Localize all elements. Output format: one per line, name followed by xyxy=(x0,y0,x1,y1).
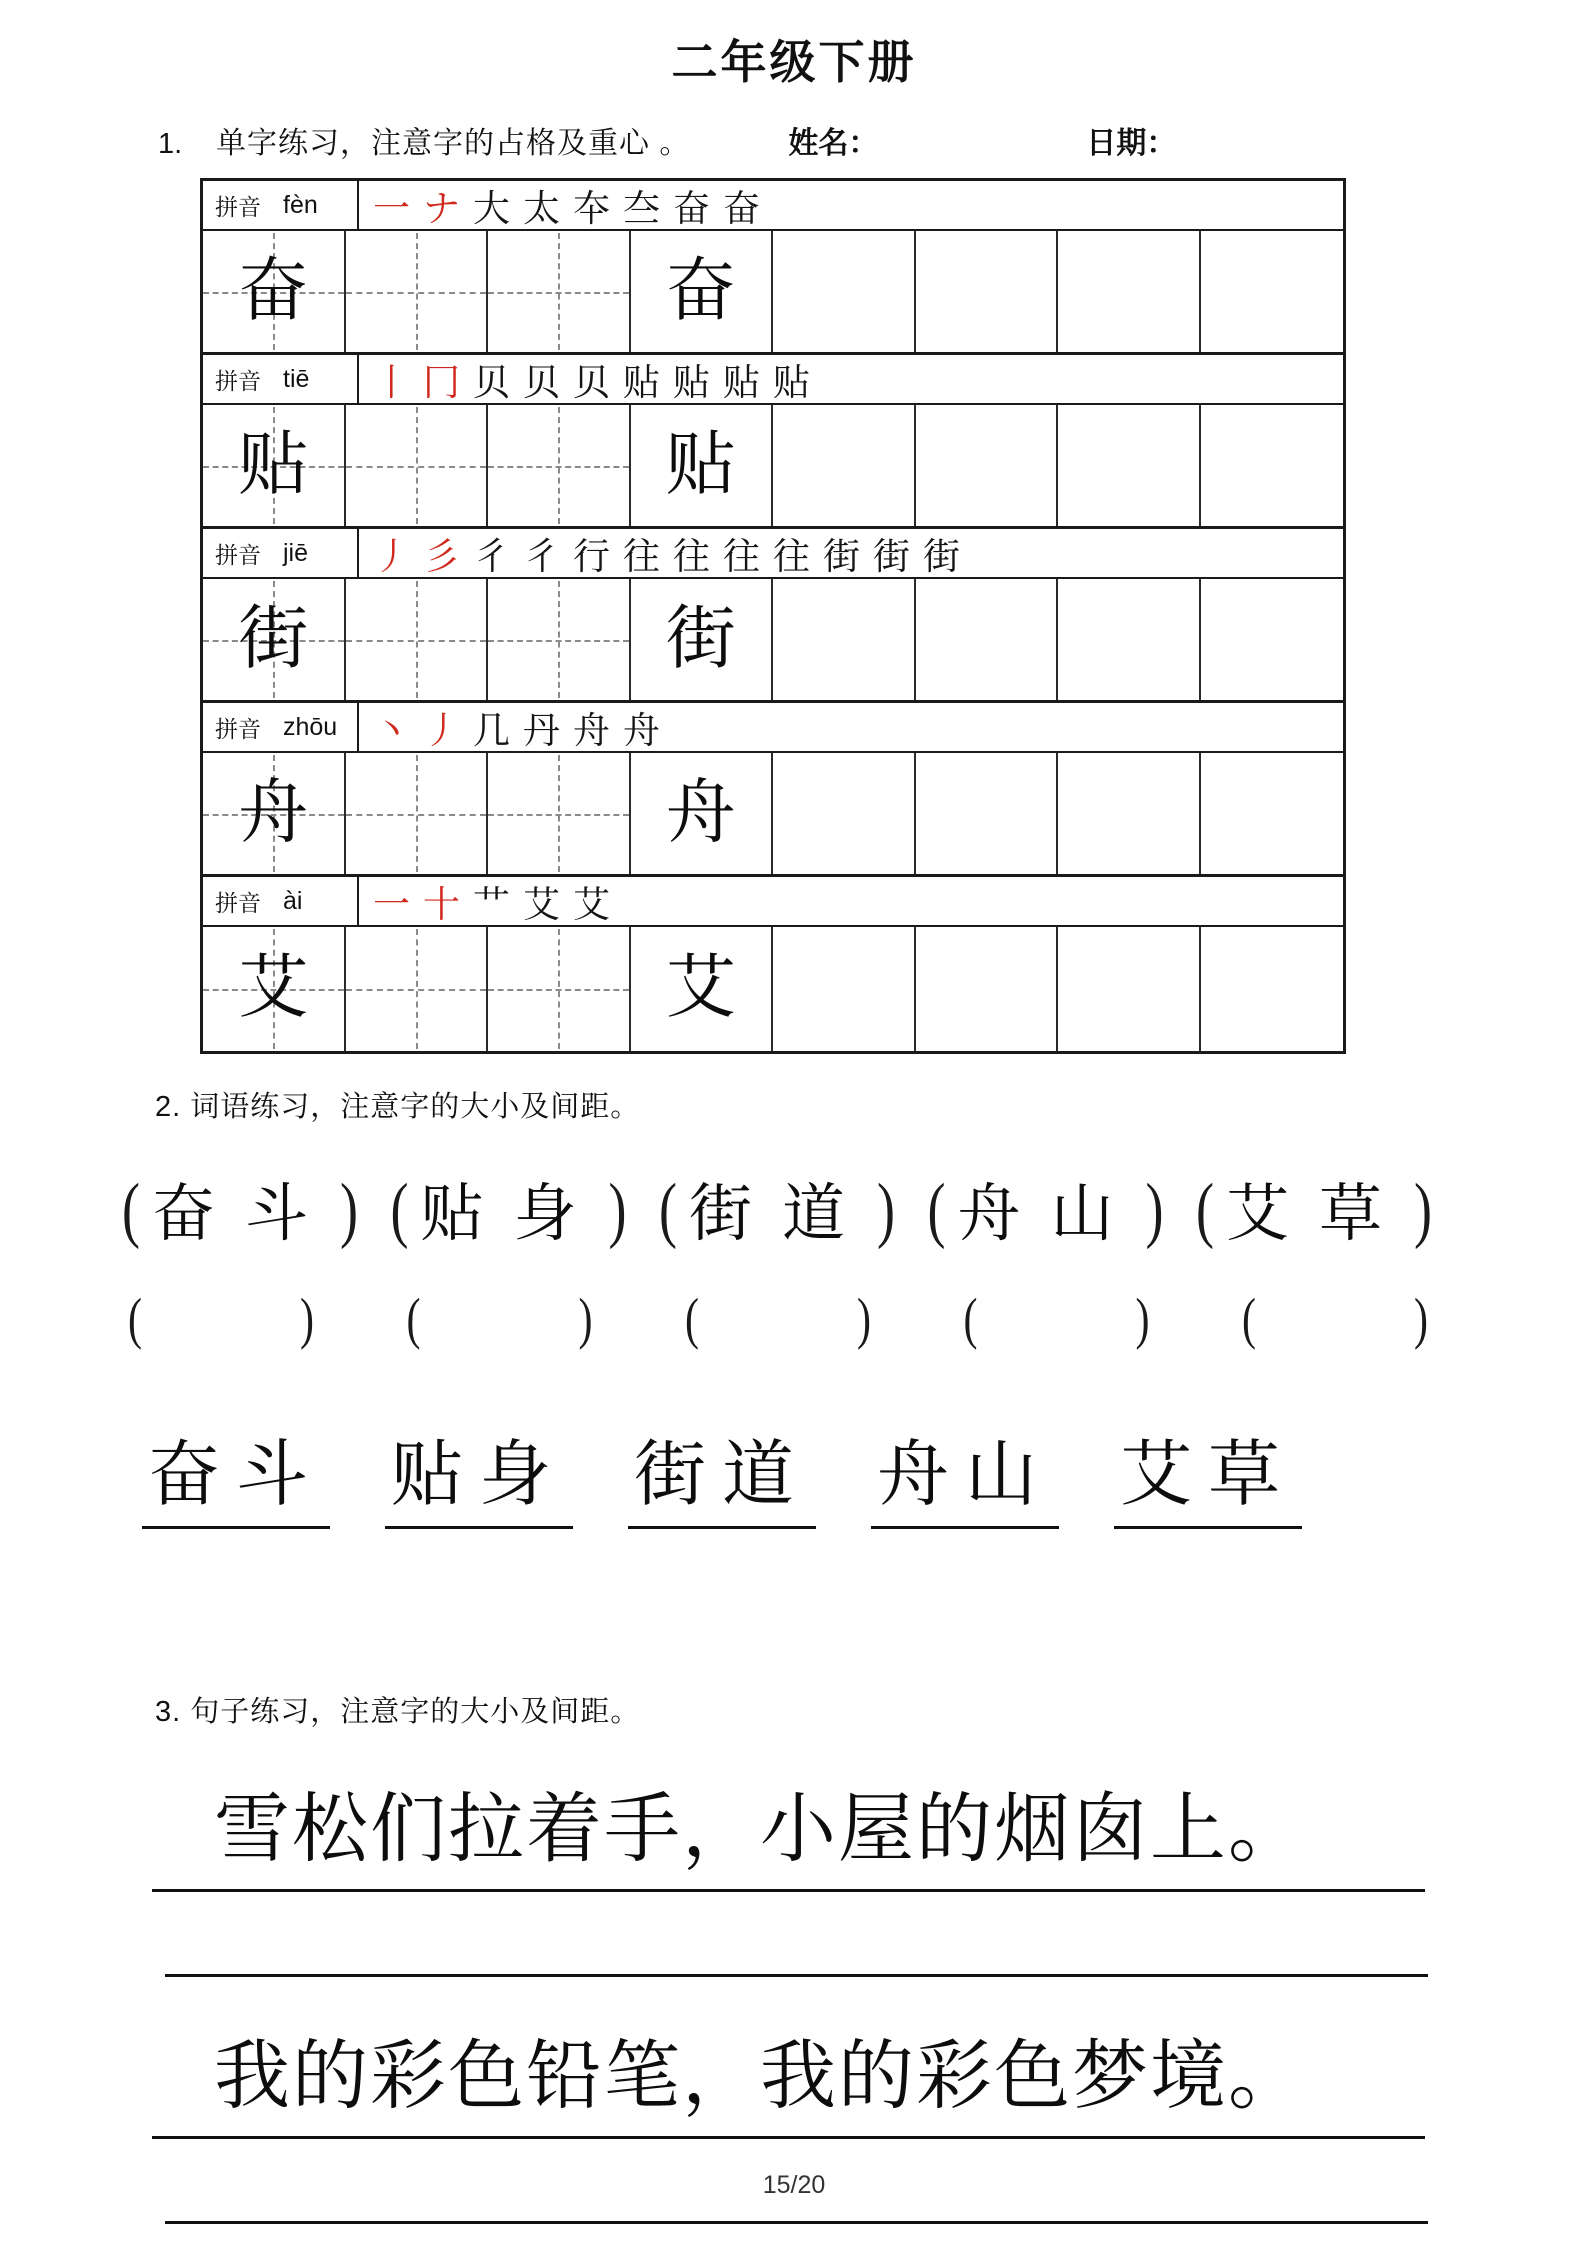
paren-open: ( xyxy=(1242,1288,1256,1352)
pinyin-value: fèn xyxy=(283,190,318,219)
practice-row xyxy=(203,927,1343,1051)
paren-close: ) xyxy=(857,1288,871,1352)
word-slot xyxy=(142,1416,385,1529)
pinyin-label: 拼音 xyxy=(215,715,261,742)
paren-close: ) xyxy=(608,1168,627,1249)
pinyin-cell xyxy=(203,355,359,403)
page-number: 15/20 xyxy=(762,2171,826,2199)
name-label: 姓名： xyxy=(788,127,879,160)
paren-open: ( xyxy=(927,1168,946,1249)
word-slot xyxy=(385,1416,628,1529)
paren-close: ) xyxy=(339,1168,358,1249)
pinyin-row xyxy=(203,877,1343,927)
practice-row xyxy=(203,753,1343,877)
practice-cell xyxy=(203,927,346,1051)
stroke-order-red: 丨冂 xyxy=(373,363,473,403)
stroke-order-sequence xyxy=(359,703,1343,751)
handwritten-word: 街道 xyxy=(628,1416,816,1529)
stroke-order-sequence xyxy=(359,181,1343,229)
practice-cell xyxy=(1201,753,1344,874)
model-character: 舟 xyxy=(238,774,309,852)
paren-close: ) xyxy=(1413,1168,1432,1249)
handwritten-word: 奋斗 xyxy=(142,1416,330,1529)
practice-cell xyxy=(203,405,346,526)
word-example: 贴身 xyxy=(420,1179,607,1249)
section1-header xyxy=(158,118,1588,162)
page-title: 二年级下册 xyxy=(671,36,917,88)
handwritten-word: 贴身 xyxy=(385,1416,573,1529)
paren-open: ( xyxy=(659,1168,677,1249)
stroke-order-black: 艹艾艾 xyxy=(473,885,623,925)
practice-row xyxy=(203,579,1343,703)
paren-open: ( xyxy=(685,1288,699,1352)
word-slot xyxy=(871,1416,1114,1529)
paren-close: ) xyxy=(1135,1288,1150,1352)
practice-cell xyxy=(346,405,489,526)
word-example: 街道 xyxy=(688,1179,875,1249)
stroke-order-black: 大太夲夳奋奋 xyxy=(473,189,773,229)
word-example: 舟山 xyxy=(957,1179,1144,1249)
paren-close: ) xyxy=(876,1168,895,1249)
section1-number: 1. xyxy=(158,128,183,160)
model-character: 街 xyxy=(238,600,309,678)
practice-cell xyxy=(1201,579,1344,700)
practice-cell xyxy=(346,753,489,874)
practice-cell xyxy=(631,405,774,526)
pinyin-label: 拼音 xyxy=(215,541,261,568)
stroke-order-red: 丿彡 xyxy=(373,537,473,577)
practice-cell xyxy=(1058,579,1201,700)
pinyin-row xyxy=(203,529,1343,579)
practice-cell xyxy=(1201,231,1344,352)
stroke-order-sequence xyxy=(359,877,1343,925)
section1-heading: 单字练习，注意字的占格及重心 。 xyxy=(216,127,691,160)
empty-paren-pair xyxy=(406,1288,593,1352)
practice-row xyxy=(203,405,1343,529)
word-examples-row xyxy=(122,1163,1432,1254)
pinyin-value: ài xyxy=(283,886,303,915)
stroke-order-red: 一十 xyxy=(373,885,473,925)
paren-open: ( xyxy=(390,1168,409,1249)
paren-close: ) xyxy=(578,1288,593,1352)
sentence-example: 我的彩色铅笔，我的彩色梦境。 xyxy=(152,2007,1425,2139)
practice-cell xyxy=(488,231,631,352)
empty-paren-pair xyxy=(128,1288,314,1352)
empty-paren-pair xyxy=(963,1288,1150,1352)
paren-open: ( xyxy=(128,1288,142,1352)
paren-close: ) xyxy=(300,1288,314,1352)
stroke-order-sequence xyxy=(359,529,1343,577)
practice-cell xyxy=(1058,231,1201,352)
practice-cell xyxy=(1058,405,1201,526)
practice-cell xyxy=(773,405,916,526)
practice-cell xyxy=(488,927,631,1051)
blank-sentence-line xyxy=(165,1974,1428,1977)
practice-cell xyxy=(346,579,489,700)
practice-cell xyxy=(631,927,774,1051)
word-group xyxy=(391,1163,627,1254)
word-group xyxy=(659,1163,895,1254)
paren-close: ) xyxy=(1414,1288,1428,1352)
model-character: 贴 xyxy=(665,426,736,504)
pinyin-label: 拼音 xyxy=(215,889,261,916)
practice-cell xyxy=(203,579,346,700)
handwritten-word: 舟山 xyxy=(871,1416,1059,1529)
practice-cell xyxy=(916,405,1059,526)
practice-row xyxy=(203,231,1343,355)
paren-open: ( xyxy=(406,1288,421,1352)
model-character: 奋 xyxy=(665,252,736,330)
paren-close: ) xyxy=(1145,1168,1164,1249)
practice-cell xyxy=(203,753,346,874)
stroke-order-black: 彳彳行往往往往街街街 xyxy=(473,537,973,577)
stroke-order-sequence xyxy=(359,355,1343,403)
practice-cell xyxy=(631,579,774,700)
practice-cell xyxy=(203,231,346,352)
stroke-order-red: 一ナ xyxy=(373,189,473,229)
empty-paren-pair xyxy=(685,1288,871,1352)
character-practice-table xyxy=(200,178,1346,1054)
sentence-example: 雪松们拉着手，小屋的烟囱上。 xyxy=(152,1760,1425,1892)
word-example: 艾草 xyxy=(1225,1179,1412,1249)
word-group xyxy=(1196,1163,1432,1254)
model-character: 街 xyxy=(665,600,736,678)
model-character: 贴 xyxy=(238,426,309,504)
model-character: 艾 xyxy=(238,950,309,1027)
paren-open: ( xyxy=(122,1168,140,1249)
practice-cell xyxy=(916,231,1059,352)
pinyin-row xyxy=(203,355,1343,405)
practice-cell xyxy=(773,579,916,700)
model-character: 奋 xyxy=(238,252,309,330)
word-slot xyxy=(628,1416,871,1529)
pinyin-cell xyxy=(203,877,359,925)
pinyin-value: tiē xyxy=(283,364,310,393)
word-group xyxy=(122,1163,358,1254)
practice-cell xyxy=(773,231,916,352)
paren-open: ( xyxy=(963,1288,978,1352)
practice-cell xyxy=(1201,927,1344,1051)
word-slot xyxy=(1114,1416,1357,1529)
word-example: 奋斗 xyxy=(151,1179,338,1249)
practice-cell xyxy=(631,231,774,352)
practice-cell xyxy=(346,231,489,352)
pinyin-cell xyxy=(203,529,359,577)
stroke-order-black: 贝贝贝贴贴贴贴 xyxy=(473,363,823,403)
practice-cell xyxy=(773,753,916,874)
model-character: 艾 xyxy=(665,950,736,1027)
blank-sentence-line xyxy=(165,2221,1428,2224)
stroke-order-black: 几丹舟舟 xyxy=(473,711,673,751)
pinyin-row xyxy=(203,703,1343,753)
paren-open: ( xyxy=(1196,1168,1214,1249)
pinyin-value: zhōu xyxy=(283,712,338,741)
practice-cell xyxy=(773,927,916,1051)
pinyin-label: 拼音 xyxy=(215,193,261,220)
practice-cell xyxy=(916,753,1059,874)
pinyin-cell xyxy=(203,703,359,751)
practice-cell xyxy=(1058,753,1201,874)
handwritten-word: 艾草 xyxy=(1114,1416,1302,1529)
empty-parens-row xyxy=(128,1288,1428,1352)
practice-cell xyxy=(488,405,631,526)
section2-heading: 2. 词语练习，注意字的大小及间距。 xyxy=(155,1091,641,1123)
pinyin-cell xyxy=(203,181,359,229)
pinyin-label: 拼音 xyxy=(215,367,261,394)
practice-cell xyxy=(916,927,1059,1051)
practice-cell xyxy=(346,927,489,1051)
pinyin-value: jiē xyxy=(283,538,309,567)
section3-heading: 3. 句子练习，注意字的大小及间距。 xyxy=(155,1696,641,1728)
practice-cell xyxy=(488,753,631,874)
word-group xyxy=(928,1163,1164,1254)
model-character: 舟 xyxy=(665,774,736,852)
practice-cell xyxy=(1201,405,1344,526)
stroke-order-red: 丶丿 xyxy=(373,711,473,751)
empty-paren-pair xyxy=(1242,1288,1428,1352)
practice-cell xyxy=(488,579,631,700)
pinyin-row xyxy=(203,181,1343,231)
practice-cell xyxy=(1058,927,1201,1051)
practice-cell xyxy=(916,579,1059,700)
practice-cell xyxy=(631,753,774,874)
date-label: 日期： xyxy=(1086,127,1177,160)
handwritten-words-row xyxy=(142,1416,1588,1529)
